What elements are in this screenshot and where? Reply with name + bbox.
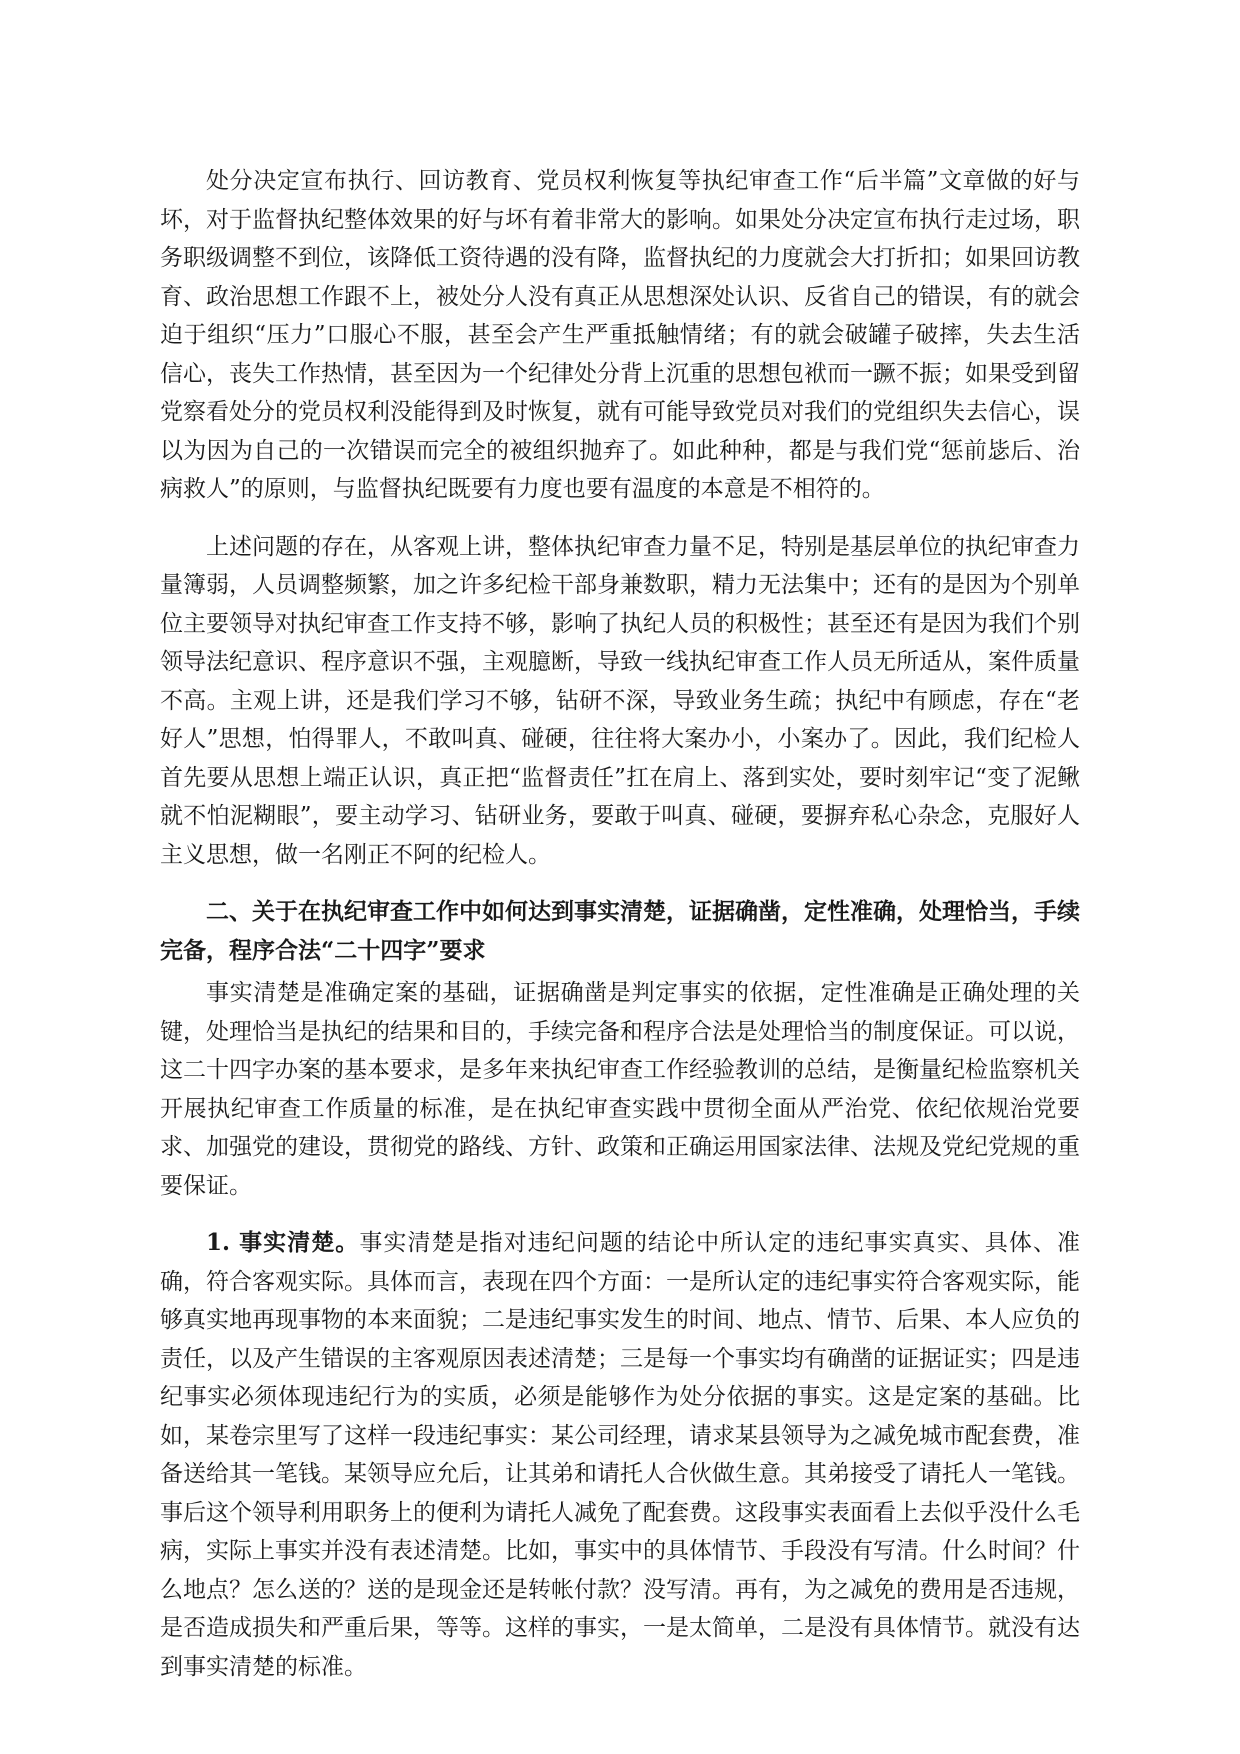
paragraph-facts-clear bbox=[160, 1224, 1080, 1686]
paragraph-problem-causes: 上述问题的存在，从客观上讲，整体执纪审查力量不足，特别是基层单位的执纪审查力量簿弱，人员调整频繁，加之许多纪检干部身兼数职，精力无法集中；还有的是因为个别单位主要领导对执纪审查工作支持不够，影响了执纪人员的积极性；甚至还有是因为我们个别领导法纪意识、程序意识不强，主观臆断，导致一线执纪审查工作人员无所适从，案件质量不高。主观上讲，还是我们学习不够，钻研不深，导致业务生疏；执纪中有顾虑，存在“老好人”思想，怕得罪人，不敢叫真、碰硬，往往将大案办小，小案办了。因此，我们纪检人首先要从思想上端正认识，真正把“监督责任”扛在肩上、落到实处，要时刻牢记“变了泥鳅就不怕泥糊眼”，要主动学习、钻研业务，要敢于叫真、碰硬，要摒弃私心杂念，克服好人主义思想，做一名刚正不阿的纪检人。 bbox=[160, 533, 1080, 868]
paragraph-punishment-followup: 处分决定宣布执行、回访教育、党员权利恢复等执纪审查工作“后半篇”文章做的好与坏，对于监督执纪整体效果的好与坏有着非常大的影响。如果处分决定宣布执行走过场，职务职级调整不到位，该降低工资待遇的没有降，监督执纪的力度就会大打折扣；如果回访教育、政治思想工作跟不上，被处分人没有真正从思想深处认识、反省自己的错误，有的就会迫于组织“压力”口服心不服，甚至会产生严重抵触情绪；有的就会破罐子破摔，失去生活信心，丧失工作热情，甚至因为一个纪律处分背上沉重的思想包袱而一蹶不振；如果受到留党察看处分的党员权利没能得到及时恢复，就有可能导致党员对我们的党组织失去信心，误以为因为自己的一次错误而完全的被组织抛弃了。如此种种，都是与我们党“惩前毖后、治病救人”的原则，与监督执纪既要有力度也要有温度的本意是不相符的。 bbox=[160, 168, 1080, 502]
document-page bbox=[160, 162, 1080, 1705]
section-heading-twenty-four-characters: 二、关于在执纪审查工作中如何达到事实清楚，证据确凿，定性准确，处理恰当，手续完备，程序合法“二十四字”要求 bbox=[160, 898, 1080, 964]
paragraph-requirements-overview: 事实清楚是准确定案的基础，证据确凿是判定事实的依据，定性准确是正确处理的关键，处理恰当是执纪的结果和目的，手续完备和程序合法是处理恰当的制度保证。可以说，这二十四字办案的基本要求，是多年来执纪审查工作经验教训的总结，是衡量纪检监察机关开展执纪审查工作质量的标准，是在执纪审查实践中贯彻全面从严治党、依纪依规治党要求、加强党的建设，贯彻党的路线、方针、政策和正确运用国家法律、法规及党纪党规的重要保证。 bbox=[160, 980, 1080, 1199]
subheading-facts-clear: 1. 事实清楚。 bbox=[206, 1229, 360, 1256]
paragraph-facts-clear-body: 事实清楚是指对违纪问题的结论中所认定的违纪事实真实、具体、准确，符合客观实际。具体而言，表现在四个方面：一是所认定的违纪事实符合客观实际，能够真实地再现事物的本来面貌；二是违纪事实发生的时间、地点、情节、后果、本人应负的责任，以及产生错误的主客观原因表述清楚；三是每一个事实均有确凿的证据证实；四是违纪事实必须体现违纪行为的实质，必须是能够作为处分依据的事实。这是定案的基础。比如，某卷宗里写了这样一段违纪事实：某公司经理，请求某县领导为之减免城市配套费，准备送给其一笔钱。某领导应允后，让其弟和请托人合伙做生意。其弟接受了请托人一笔钱。事后这个领导利用职务上的便利为请托人减免了配套费。这段事实表面看上去似乎没什么毛病，实际上事实并没有表述清楚。比如，事实中的具体情节、手段没有写清。什么时间？什么地点？怎么送的？送的是现金还是转帐付款？没写清。再有，为之减免的费用是否违规，是否造成损失和严重后果，等等。这样的事实，一是太简单，二是没有具体情节。就没有达到事实清楚的标准。 bbox=[160, 1230, 1080, 1680]
